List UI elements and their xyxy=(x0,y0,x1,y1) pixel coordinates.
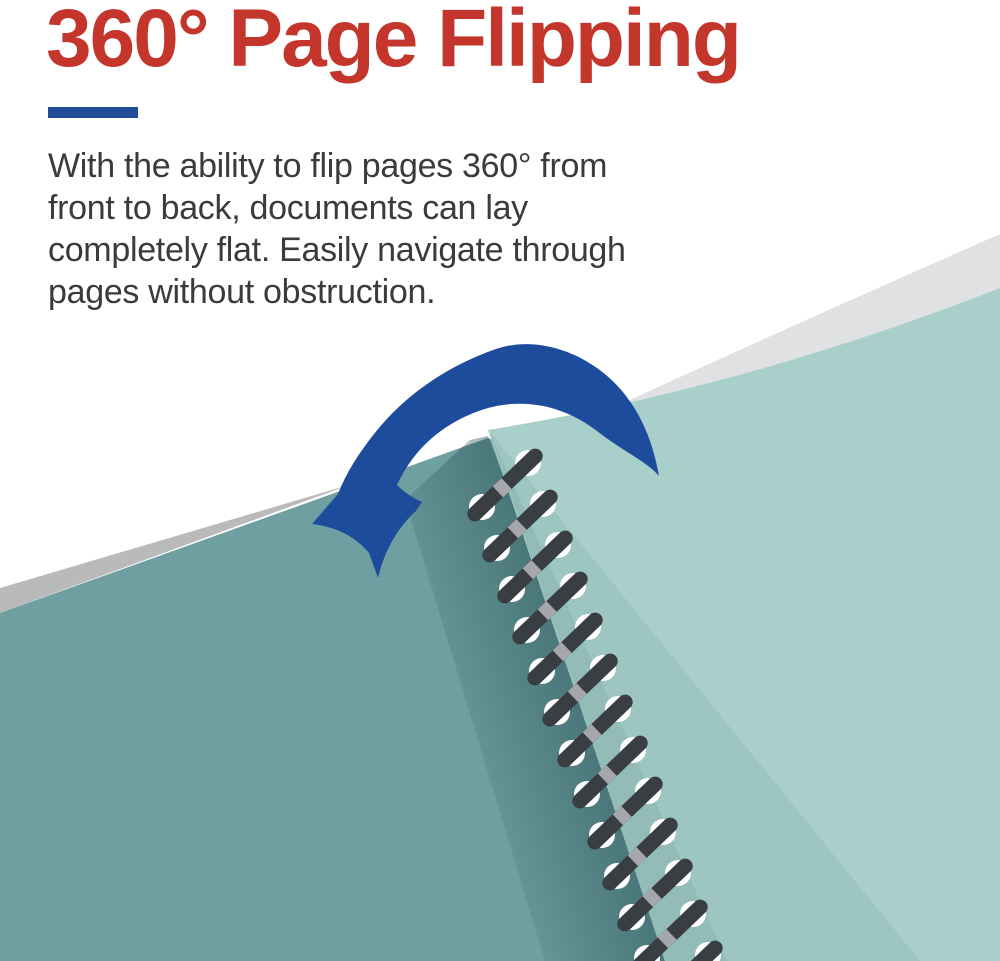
description-line: pages without obstruction. xyxy=(48,273,436,311)
description-line: With the ability to flip pages 360° from xyxy=(48,147,608,185)
coil-sheen xyxy=(648,894,657,902)
coil-sheen xyxy=(528,566,537,574)
coil-sheen xyxy=(618,812,627,820)
coil-sheen xyxy=(498,484,507,492)
coil-sheen xyxy=(573,689,582,697)
coil-sheen xyxy=(633,853,642,861)
page-title: 360° Page Flipping xyxy=(46,0,740,84)
coil-sheen xyxy=(603,771,612,779)
coil-sheen xyxy=(663,935,672,943)
coil-sheen xyxy=(543,607,552,615)
description-line: completely flat. Easily navigate through xyxy=(48,231,626,269)
description-line: front to back, documents can lay xyxy=(48,189,528,227)
coil-sheen xyxy=(558,648,567,656)
description-text xyxy=(48,145,626,313)
coil-sheen xyxy=(513,525,522,533)
heading-underline xyxy=(48,107,138,118)
coil-sheen xyxy=(588,730,597,738)
